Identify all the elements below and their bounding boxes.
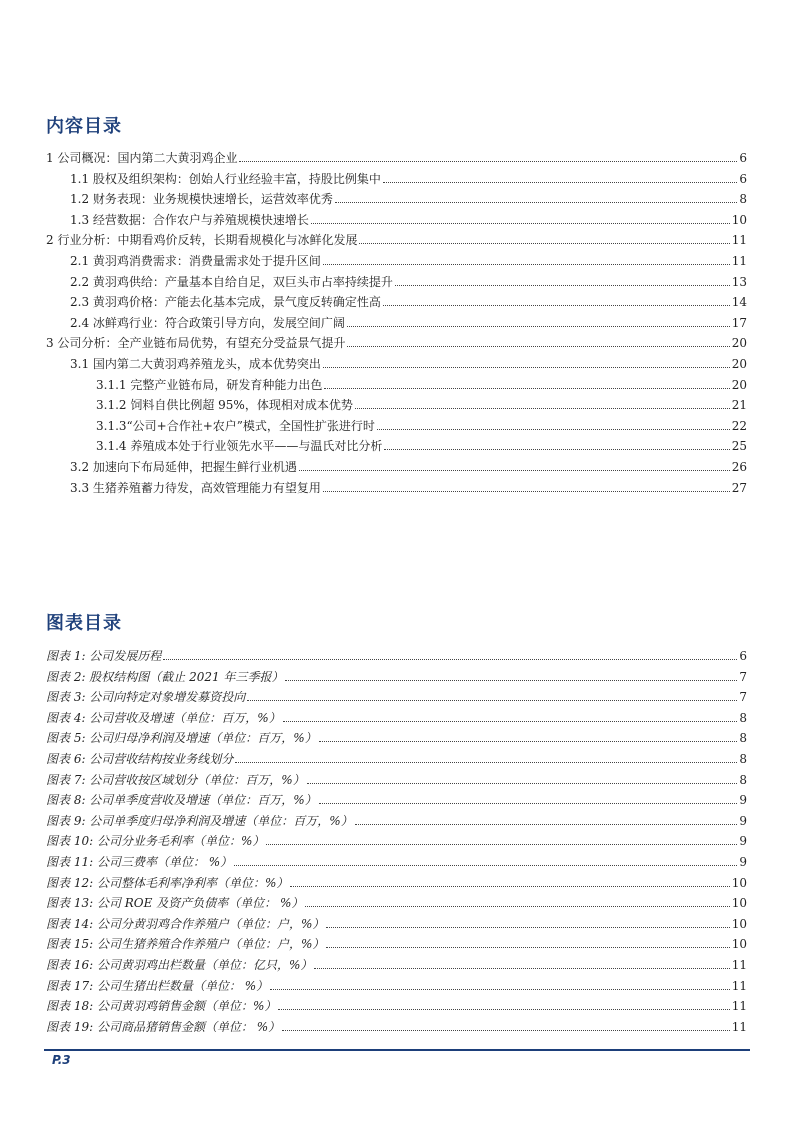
toc-entry-page: 11 (731, 254, 747, 268)
toc-dot-leader (335, 202, 737, 203)
toc-dot-leader (323, 264, 730, 265)
figures-entry[interactable] (46, 933, 747, 951)
toc-entry[interactable] (70, 312, 747, 330)
figures-entry-page: 11 (731, 1019, 747, 1034)
figures-entry-label: 图表 1: 公司发展历程 (46, 649, 162, 663)
figures-entry-page: 7 (739, 690, 747, 705)
figures-dot-leader (290, 886, 729, 887)
toc-entry-page: 11 (731, 233, 747, 248)
figures-entry-page: 10 (731, 916, 747, 931)
figures-dot-leader (247, 700, 737, 701)
figures-entry-label: 图表 2: 股权结构图（截止 2021 年三季报） (46, 669, 284, 684)
figures-entry[interactable] (46, 707, 747, 725)
toc-entry-label: 2.2 黄羽鸡供给：产量基本自给自足，双巨头市占率持续提升 (70, 274, 393, 289)
toc-entry-page: 22 (731, 418, 747, 433)
figures-entry-page: 10 (731, 896, 747, 911)
toc-entry[interactable] (70, 250, 747, 268)
figures-entry-page: 10 (731, 875, 747, 890)
toc-dot-leader (311, 223, 730, 224)
figures-dot-leader (266, 844, 737, 845)
figures-entry-label: 图表 11: 公司三费率（单位： %） (46, 855, 233, 869)
figures-entry[interactable] (46, 748, 747, 766)
figures-entry[interactable] (46, 830, 747, 848)
toc-entry[interactable] (96, 415, 747, 433)
toc-entry[interactable] (70, 168, 747, 186)
figures-entry-page: 9 (739, 855, 747, 869)
figures-entry-page: 8 (739, 731, 747, 746)
figures-entry[interactable] (46, 686, 747, 704)
toc-entry-page: 21 (731, 398, 747, 413)
toc-entry-page: 20 (731, 357, 747, 371)
toc-entry-page: 25 (731, 439, 747, 454)
toc-entry-label: 1 公司概况：国内第二大黄羽鸡企业 (46, 151, 238, 165)
toc-dot-leader (347, 346, 729, 347)
figures-entry-label: 图表 19: 公司商品猪销售金额（单位： %） (46, 1019, 281, 1034)
toc-entry-page: 17 (731, 315, 747, 330)
figures-entry-label: 图表 3: 公司向特定对象增发募资投向 (46, 690, 246, 705)
figures-entry-page: 11 (731, 978, 747, 993)
toc-entry[interactable] (96, 394, 747, 412)
toc-entry-page: 14 (731, 295, 747, 310)
figures-entry-label: 图表 5: 公司归母净利润及增速（单位：百万，%） (46, 731, 317, 746)
figures-title: 图表目录 (46, 613, 122, 634)
figures-entry[interactable] (46, 892, 747, 910)
toc-entry-page: 13 (731, 274, 747, 289)
toc-entry[interactable] (46, 332, 747, 350)
toc-entry-label: 2.1 黄羽鸡消费需求：消费量需求处于提升区间 (70, 254, 321, 268)
toc-entry-label: 3.1.2 饲料自供比例超 95%，体现相对成本优势 (96, 398, 353, 413)
toc-entry-label: 3.2 加速向下布局延伸，把握生鲜行业机遇 (70, 460, 297, 474)
figures-entry-page: 9 (739, 834, 747, 849)
toc-entry-page: 10 (731, 212, 747, 227)
figures-entry-label: 图表 4: 公司营收及增速（单位：百万，%） (46, 710, 281, 725)
footer-page-number: P.3 (52, 1053, 71, 1067)
toc-entry[interactable] (96, 374, 747, 392)
figures-dot-leader (234, 865, 737, 866)
figures-dot-leader (307, 783, 738, 784)
figures-entry[interactable] (46, 810, 747, 828)
toc-entry-label: 3.3 生猪养殖蓄力待发，高效管理能力有望复用 (70, 480, 321, 495)
figures-entry-label: 图表 9: 公司单季度归母净利润及增速（单位：百万，%） (46, 813, 353, 828)
figures-dot-leader (319, 803, 738, 804)
toc-dot-leader (347, 326, 730, 327)
figures-entry-label: 图表 17: 公司生猪出栏数量（单位： %） (46, 978, 269, 993)
figures-dot-leader (163, 659, 737, 660)
figures-entry[interactable] (46, 727, 747, 745)
toc-entry[interactable] (70, 209, 747, 227)
figures-entry[interactable] (46, 769, 747, 787)
figures-entry-page: 7 (739, 669, 747, 684)
toc-entry[interactable] (70, 477, 747, 495)
figures-dot-leader (235, 762, 737, 763)
figures-entry[interactable] (46, 975, 747, 993)
toc-dot-leader (377, 429, 730, 430)
toc-entry-label: 2.3 黄羽鸡价格：产能去化基本完成，景气度反转确定性高 (70, 295, 381, 310)
figures-entry-page: 8 (739, 772, 747, 787)
figures-entry-page: 8 (739, 710, 747, 725)
figures-entry-page: 11 (731, 958, 747, 972)
figures-entry[interactable] (46, 995, 747, 1013)
toc-dot-leader (239, 161, 737, 162)
figures-entry-label: 图表 12: 公司整体毛利率净利率（单位：%） (46, 875, 289, 890)
toc-dot-leader (383, 305, 730, 306)
toc-entry-page: 27 (731, 480, 747, 495)
toc-entry-page: 6 (739, 151, 747, 165)
toc-entry-page: 26 (731, 460, 747, 474)
toc-entry-page: 6 (739, 171, 747, 186)
figures-entry-label: 图表 10: 公司分业务毛利率（单位：%） (46, 834, 265, 849)
figures-entry[interactable] (46, 913, 747, 931)
toc-entry[interactable] (70, 188, 747, 206)
figures-dot-leader (314, 968, 729, 969)
figures-entry-label: 图表 7: 公司营收按区域划分（单位：百万，%） (46, 772, 305, 787)
figures-entry-label: 图表 8: 公司单季度营收及增速（单位：百万，%） (46, 793, 317, 808)
toc-dot-leader (299, 470, 730, 471)
figures-dot-leader (326, 947, 729, 948)
toc-entry[interactable] (70, 271, 747, 289)
toc-entry-label: 3.1 国内第二大黄羽鸡养殖龙头，成本优势突出 (70, 357, 321, 371)
figures-dot-leader (355, 824, 738, 825)
toc-title: 内容目录 (46, 116, 122, 137)
toc-entry-label: 3.1.1 完整产业链布局，研发育种能力出色 (96, 377, 323, 392)
toc-dot-leader (355, 408, 730, 409)
toc-entry[interactable] (70, 353, 747, 371)
toc-dot-leader (384, 449, 729, 450)
figures-dot-leader (305, 906, 729, 907)
figures-entry-label: 图表 15: 公司生猪养殖合作养殖户（单位：户，%） (46, 937, 325, 952)
figures-dot-leader (270, 989, 730, 990)
figures-dot-leader (278, 1009, 729, 1010)
toc-entry-label: 1.1 股权及组织架构：创始人行业经验丰富，持股比例集中 (70, 171, 381, 186)
figures-entry-label: 图表 18: 公司黄羽鸡销售金额（单位：%） (46, 999, 277, 1014)
figures-entry-label: 图表 16: 公司黄羽鸡出栏数量（单位：亿只，%） (46, 958, 313, 972)
figures-entry-page: 6 (739, 649, 747, 663)
figures-entry-label: 图表 13: 公司 ROE 及资产负债率（单位： %） (46, 896, 304, 911)
figures-entry-page: 9 (739, 793, 747, 808)
toc-entry[interactable] (96, 435, 747, 453)
toc-entry-label: 1.2 财务表现：业务规模快速增长，运营效率优秀 (70, 192, 333, 207)
toc-entry-page: 20 (731, 377, 747, 392)
figures-entry[interactable] (46, 872, 747, 890)
figures-dot-leader (282, 1030, 730, 1031)
figures-dot-leader (283, 721, 738, 722)
figures-entry-page: 8 (739, 752, 747, 766)
toc-entry[interactable] (70, 291, 747, 309)
toc-entry-label: 3 公司分析：全产业链布局优势，有望充分受益景气提升 (46, 336, 346, 351)
toc-entry-label: 1.3 经营数据：合作农户与养殖规模快速增长 (70, 212, 309, 227)
footer-divider (44, 1049, 750, 1051)
toc-entry[interactable] (46, 229, 747, 247)
figures-entry[interactable] (46, 666, 747, 684)
toc-dot-leader (359, 243, 729, 244)
toc-dot-leader (395, 285, 730, 286)
toc-dot-leader (324, 388, 729, 389)
figures-entry-page: 11 (731, 999, 747, 1014)
figures-entry-label: 图表 6: 公司营收结构按业务线划分 (46, 752, 234, 766)
toc-entry-label: 2 行业分析：中期看鸡价反转，长期看规模化与冰鲜化发展 (46, 233, 358, 248)
figures-entry[interactable] (46, 789, 747, 807)
figures-entry[interactable] (46, 1016, 747, 1034)
figures-entry-label: 图表 14: 公司分黄羽鸡合作养殖户（单位：户，%） (46, 916, 325, 931)
toc-entry-page: 20 (731, 336, 747, 351)
figures-dot-leader (285, 680, 737, 681)
figures-dot-leader (319, 741, 738, 742)
toc-entry-label: 2.4 冰鲜鸡行业：符合政策引导方向，发展空间广阔 (70, 315, 345, 330)
toc-dot-leader (383, 182, 737, 183)
toc-entry[interactable] (46, 147, 747, 165)
figures-entry[interactable] (46, 645, 747, 663)
toc-entry-label: 3.1.4 养殖成本处于行业领先水平——与温氏对比分析 (96, 439, 383, 454)
toc-entry-label: 3.1.3“公司+合作社+农户”模式，全国性扩张进行时 (96, 418, 375, 433)
toc-dot-leader (323, 367, 730, 368)
toc-entry-page: 8 (739, 192, 747, 207)
figures-entry-page: 9 (739, 813, 747, 828)
toc-dot-leader (323, 491, 730, 492)
figures-entry[interactable] (46, 954, 747, 972)
figures-entry[interactable] (46, 851, 747, 869)
figures-entry-page: 10 (731, 937, 747, 952)
toc-entry[interactable] (70, 456, 747, 474)
figures-dot-leader (326, 927, 729, 928)
